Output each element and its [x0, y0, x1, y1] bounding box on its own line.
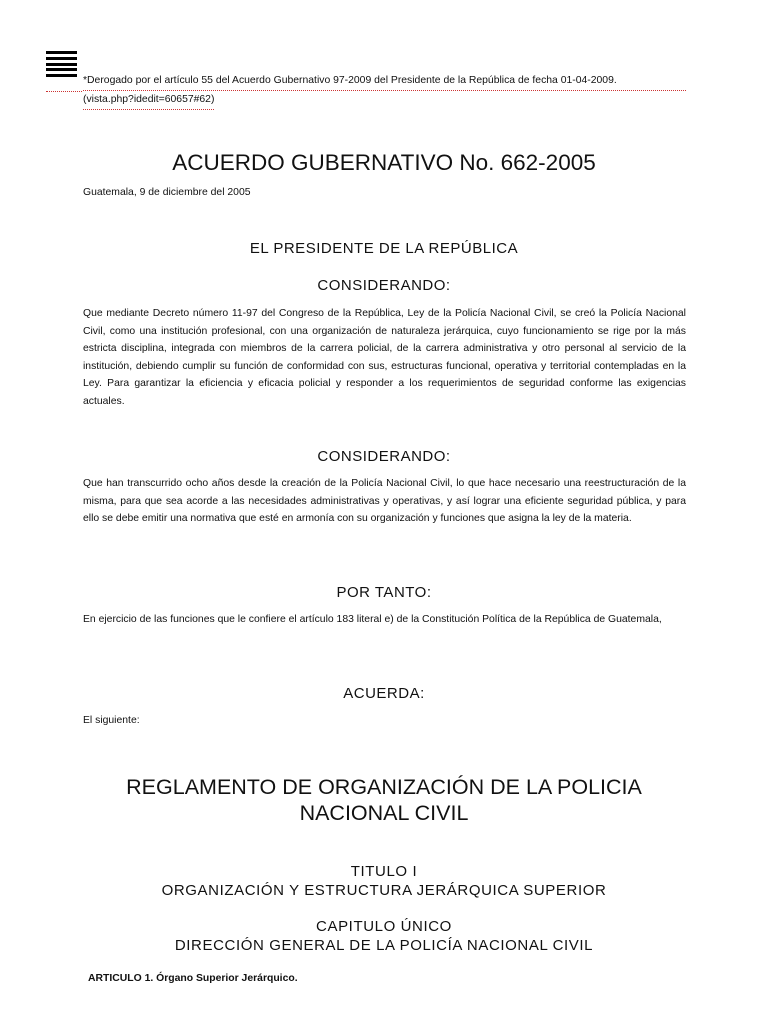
por-tanto-text: En ejercicio de las funciones que le confiere el artículo 183 literal e) de la Constitución Política de la República de Guatemala, [83, 614, 662, 625]
president-heading: EL PRESIDENTE DE LA REPÚBLICA [249, 240, 519, 257]
titulo-heading [0, 862, 768, 900]
titulo-number: TITULO I [350, 863, 418, 880]
hamburger-menu-icon[interactable] [46, 51, 77, 77]
considerando-2-heading: CONSIDERANDO: [317, 448, 451, 465]
menu-bar [46, 68, 77, 71]
derogation-note-link[interactable]: (vista.php?idedit=60657#62) [83, 91, 214, 110]
menu-bar [46, 57, 77, 60]
capitulo-heading [0, 917, 768, 955]
document-title: ACUERDO GUBERNATIVO No. 662-2005 [172, 150, 596, 175]
menu-bar [46, 63, 77, 66]
reglamento-title-line2: NACIONAL CIVIL [299, 801, 469, 825]
reglamento-title [0, 774, 768, 826]
considerando-1-text: Que mediante Decreto número 11-97 del Congreso de la República, Ley de la Policía Nacional Civil, se creó la Policía Nacional Civil, como una institución profesional, con una organización de naturaleza jerárquica, cuyo funcionamiento se rige por la más estricta disciplina, integrada con miembros de la carrera policial, de la carrera administrativa y otro personal al servicio de la institución, debiendo cumplir su función de conformidad con sus, estructuras funcional, operativa y territorial contempladas en la Ley. Para garantizar la eficiencia y eficacia policial y responder a los requerimientos de seguridad conforme las exigencias actuales. [83, 308, 686, 407]
considerando-1-heading: CONSIDERANDO: [317, 277, 451, 294]
menu-bar [46, 51, 77, 54]
capitulo-number: CAPITULO ÚNICO [316, 918, 452, 935]
derogation-note [83, 72, 686, 110]
acuerda-heading: ACUERDA: [343, 685, 425, 702]
considerando-2-text: Que han transcurrido ocho años desde la creación de la Policía Nacional Civil, lo que hace necesario una reestructuración de la misma, para que sea acorde a las necesidades administrativas y operativas, y así lograr una eficiente seguridad pública, y para ello se debe emitir una normativa que esté en armonía con su organización y funciones que asigna la ley de la materia. [83, 478, 686, 525]
articulo-1-heading: ARTICULO 1. Órgano Superior Jerárquico. [88, 973, 298, 984]
menu-bar [46, 74, 77, 77]
capitulo-name: DIRECCIÓN GENERAL DE LA POLICÍA NACIONAL CIVIL [174, 937, 594, 954]
titulo-name: ORGANIZACIÓN Y ESTRUCTURA JERÁRQUICA SUPERIOR [161, 882, 607, 899]
por-tanto-heading: POR TANTO: [336, 584, 432, 601]
reglamento-title-line1: REGLAMENTO DE ORGANIZACIÓN DE LA POLICIA [126, 775, 642, 799]
document-date: Guatemala, 9 de diciembre del 2005 [83, 187, 251, 198]
menu-underline [46, 91, 82, 92]
derogation-note-text[interactable]: *Derogado por el artículo 55 del Acuerdo Gubernativo 97-2009 del Presidente de la República de fecha 01-04-2009. [83, 72, 686, 91]
acuerda-text: El siguiente: [83, 715, 140, 726]
